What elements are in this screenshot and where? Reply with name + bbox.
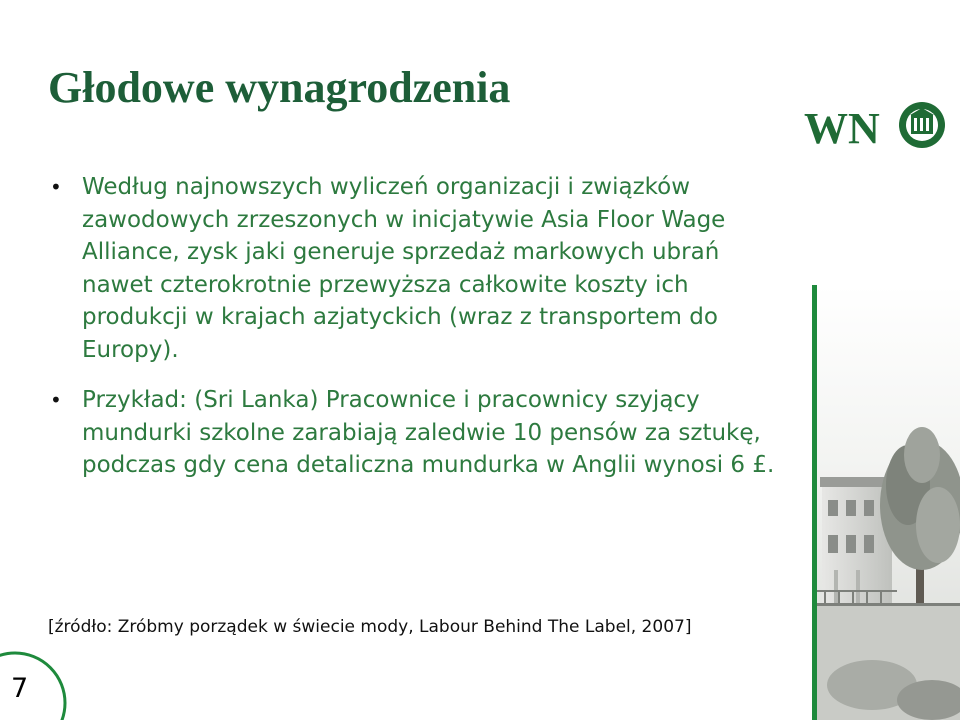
bullet-dot-icon: • (50, 175, 62, 199)
logo-text: WN (804, 104, 880, 153)
bullet-item (46, 171, 786, 366)
building-and-tree-photo (812, 285, 960, 720)
wno-logo (800, 97, 950, 157)
bullet-text: Przykład: (Sri Lanka) Pracownice i pracownicy szyjący mundurki szkolne zarabiają zaledwie 10 pensów za sztukę, podczas gdy cena detaliczna mundurka w Anglii wynosi 6 £. (82, 387, 775, 478)
source-citation: [źródło: Zróbmy porządek w świecie mody, Labour Behind The Label, 2007] (48, 617, 692, 637)
bullet-list (46, 171, 786, 500)
university-emblem-icon (899, 102, 945, 148)
slide-title: Głodowe wynagrodzenia (48, 63, 511, 112)
page-number: 7 (11, 673, 29, 704)
bullet-item (46, 384, 786, 482)
bullet-text: Według najnowszych wyliczeń organizacji i związków zawodowych zrzeszonych w inicjatywie Asia Floor Wage Alliance, zysk jaki generuje sprzedaż markowych ubrań nawet czterokrotnie przewyższa całkowite koszty ich produkcji w krajach azjatyckich (wraz z transportem do Europy). (82, 174, 726, 363)
bullet-dot-icon: • (50, 388, 62, 412)
